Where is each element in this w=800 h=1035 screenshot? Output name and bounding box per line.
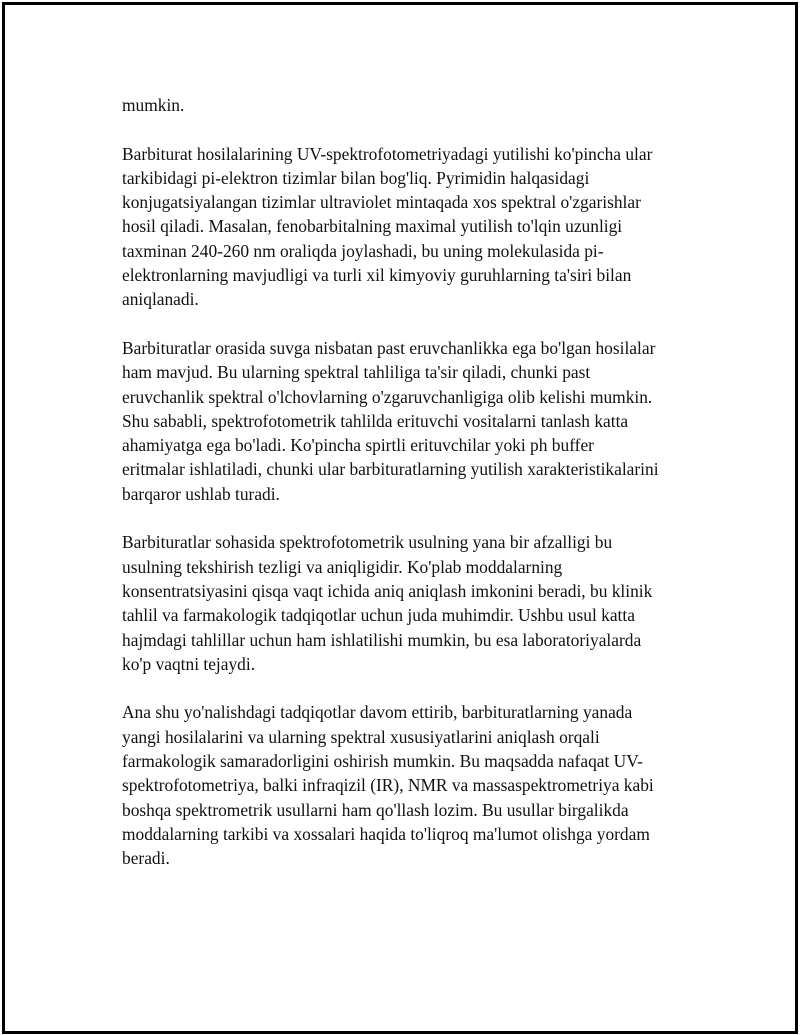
text-line: taxminan 240-260 nm oraliqda joylashadi, bu uning molekulasida pi- (122, 240, 604, 261)
text-line: ko'p vaqtni tejaydi. (122, 653, 256, 674)
text-line: spektrofotometriya, balki infraqizil (IR), NMR va massaspektrometriya kabi (122, 775, 654, 796)
text-line: tarkibidagi pi-elektron tizimlar bilan bog'liq. Pyrimidin halqasidagi (122, 167, 590, 188)
text-line: ham mavjud. Bu ularning spektral tahliliga ta'sir qiladi, chunki past (122, 362, 591, 383)
text-line: moddalarning tarkibi va xossalari haqida to'liqroq ma'lumot olishga yordam (122, 823, 650, 844)
text-line: hosil qiladi. Masalan, fenobarbitalning maximal yutilish to'lqin uzunligi (122, 216, 623, 237)
text-line: eritmalar ishlatiladi, chunki ular barbituratlarning yutilish xarakteristikalarini (122, 459, 659, 480)
text-line: tahlil va farmakologik tadqiqotlar uchun juda muhimdir. Ushbu usul katta (122, 605, 635, 626)
text-line: Ana shu yo'nalishdagi tadqiqotlar davom ettirib, barbituratlarning yanada (122, 702, 633, 723)
text-line: eruvchanlik spektral o'lchovlarning o'zgaruvchanligiga olib kelishi mumkin. (122, 386, 653, 407)
paragraph-3 (122, 336, 702, 506)
text-line: mumkin. (122, 95, 185, 115)
text-line: aniqlanadi. (122, 289, 199, 310)
text-line: konjugatsiyalangan tizimlar ultraviolet mintaqada xos spektral o'zgarishlar (122, 192, 641, 213)
paragraph-2 (122, 142, 702, 312)
text-line: Barbituratlar sohasida spektrofotometrik usulning yana bir afzalligi bu (122, 532, 613, 553)
text-line: elektronlarning mavjudligi va turli xil kimyoviy guruhlarning ta'siri bilan (122, 265, 632, 286)
text-line: Barbiturat hosilalarining UV-spektrofotometriyadagi yutilishi ko'pincha ular (122, 143, 653, 164)
text-line: Barbituratlar orasida suvga nisbatan past eruvchanlikka ega bo'lgan hosilalar (122, 337, 656, 358)
paragraph-1 (122, 93, 702, 117)
text-line: Shu sababli, spektrofotometrik tahlilda erituvchi vositalarni tanlash katta (122, 410, 629, 431)
text-line: farmakologik samaradorligini oshirish mumkin. Bu maqsadda nafaqat UV- (122, 751, 643, 772)
document-body (122, 93, 702, 895)
paragraph-5 (122, 700, 702, 870)
text-line: barqaror ushlab turadi. (122, 483, 280, 504)
paragraph-4 (122, 530, 702, 676)
text-line: usulning tekshirish tezligi va aniqligidir. Ko'plab moddalarning (122, 556, 563, 577)
text-line: ahamiyatga ega bo'ladi. Ko'pincha spirtli erituvchilar yoki ph buffer (122, 435, 594, 456)
text-line: boshqa spektrometrik usullarni ham qo'llash lozim. Bu usullar birgalikda (122, 799, 629, 820)
text-line: yangi hosilalarini va ularning spektral xususiyatlarini aniqlash orqali (122, 726, 600, 747)
text-line: hajmdagi tahlillar uchun ham ishlatilishi mumkin, bu esa laboratoriyalarda (122, 629, 642, 650)
page-frame (2, 2, 798, 1034)
text-line: beradi. (122, 848, 170, 869)
text-line: konsentratsiyasini qisqa vaqt ichida aniq aniqlash imkonini beradi, bu klinik (122, 580, 653, 601)
